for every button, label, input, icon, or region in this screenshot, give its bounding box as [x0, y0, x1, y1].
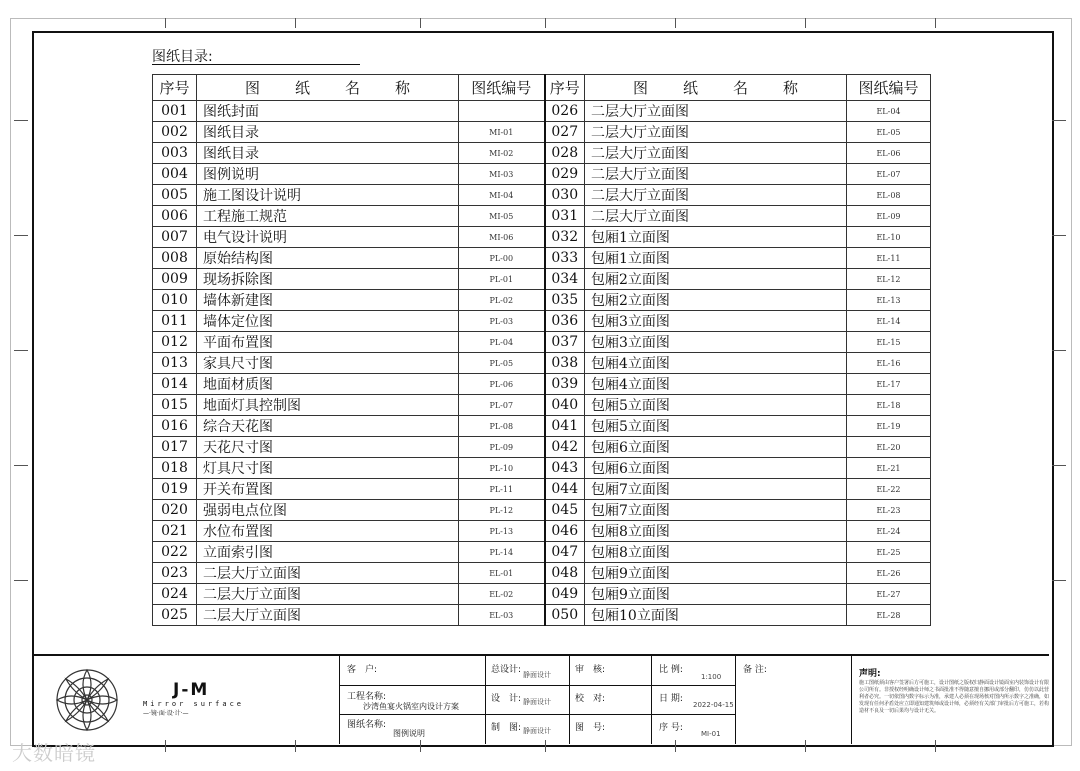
- row-seq: 031: [545, 206, 585, 227]
- row-code: MI-04: [459, 185, 545, 206]
- row-code: [459, 101, 545, 122]
- row-name: 包厢8立面图: [585, 521, 847, 542]
- project-value: 沙湾鱼宴火锅室内设计方案: [363, 702, 459, 711]
- sequence-value: MI-01: [701, 730, 721, 738]
- row-code: PL-11: [459, 479, 545, 500]
- chief-designer-label: 总设计:: [491, 665, 522, 675]
- scale-value: 1:100: [701, 673, 722, 681]
- row-name: 开关布置图: [197, 479, 459, 500]
- row-seq: 013: [153, 353, 197, 374]
- row-code: PL-08: [459, 416, 545, 437]
- row-code: MI-05: [459, 206, 545, 227]
- row-name: 包厢3立面图: [585, 332, 847, 353]
- date-label: 日 期:: [659, 694, 683, 704]
- row-name: 现场拆除图: [197, 269, 459, 290]
- row-seq: 029: [545, 164, 585, 185]
- row-code: PL-04: [459, 332, 545, 353]
- table-row: [153, 269, 931, 290]
- drawing-name-value: 图例说明: [393, 729, 425, 738]
- row-seq: 036: [545, 311, 585, 332]
- table-row: [153, 563, 931, 584]
- row-name: 包厢1立面图: [585, 248, 847, 269]
- row-name: 包厢7立面图: [585, 500, 847, 521]
- table-row: [153, 584, 931, 605]
- row-name: 二层大厅立面图: [197, 563, 459, 584]
- row-name: 图纸封面: [197, 101, 459, 122]
- row-seq: 004: [153, 164, 197, 185]
- row-name: 包厢2立面图: [585, 290, 847, 311]
- row-code: EL-03: [459, 605, 545, 626]
- row-seq: 026: [545, 101, 585, 122]
- drawing-index-table: [152, 74, 931, 626]
- row-code: EL-21: [847, 458, 931, 479]
- row-seq: 039: [545, 374, 585, 395]
- brand-logo: [143, 680, 244, 717]
- row-code: EL-26: [847, 563, 931, 584]
- row-code: EL-10: [847, 227, 931, 248]
- row-name: 包厢5立面图: [585, 395, 847, 416]
- row-name: 施工图设计说明: [197, 185, 459, 206]
- row-code: PL-02: [459, 290, 545, 311]
- row-seq: 011: [153, 311, 197, 332]
- watermark: 大数暗镜: [12, 741, 96, 765]
- row-name: 二层大厅立面图: [197, 605, 459, 626]
- table-row: [153, 479, 931, 500]
- row-name: 二层大厅立面图: [585, 143, 847, 164]
- row-name: 综合天花图: [197, 416, 459, 437]
- row-name: 包厢8立面图: [585, 542, 847, 563]
- row-seq: 043: [545, 458, 585, 479]
- row-code: EL-01: [459, 563, 545, 584]
- designer-value: 静面设计: [523, 698, 551, 706]
- row-name: 二层大厅立面图: [197, 584, 459, 605]
- row-code: EL-23: [847, 500, 931, 521]
- row-name: 墙体新建图: [197, 290, 459, 311]
- project-label: 工程名称:: [347, 692, 387, 702]
- row-seq: 035: [545, 290, 585, 311]
- row-code: MI-03: [459, 164, 545, 185]
- row-seq: 024: [153, 584, 197, 605]
- row-code: EL-12: [847, 269, 931, 290]
- mandala-logo-icon: [47, 664, 127, 736]
- table-row: [153, 437, 931, 458]
- sequence-label: 序 号:: [659, 723, 683, 733]
- row-seq: 012: [153, 332, 197, 353]
- row-code: PL-12: [459, 500, 545, 521]
- table-row: [153, 248, 931, 269]
- table-row: [153, 374, 931, 395]
- row-seq: 042: [545, 437, 585, 458]
- row-code: PL-00: [459, 248, 545, 269]
- brand-name: J-M: [173, 680, 210, 700]
- row-name: 原始结构图: [197, 248, 459, 269]
- row-seq: 019: [153, 479, 197, 500]
- row-seq: 049: [545, 584, 585, 605]
- row-code: EL-02: [459, 584, 545, 605]
- row-code: EL-11: [847, 248, 931, 269]
- row-name: 包厢9立面图: [585, 563, 847, 584]
- notes-label: 备 注:: [743, 665, 767, 675]
- row-code: EL-27: [847, 584, 931, 605]
- row-seq: 008: [153, 248, 197, 269]
- row-code: MI-02: [459, 143, 545, 164]
- row-code: EL-18: [847, 395, 931, 416]
- table-row: [153, 122, 931, 143]
- row-code: EL-24: [847, 521, 931, 542]
- header-seq: 序号: [545, 75, 585, 101]
- row-name: 强弱电点位图: [197, 500, 459, 521]
- row-seq: 016: [153, 416, 197, 437]
- row-seq: 027: [545, 122, 585, 143]
- table-header-row: [153, 75, 931, 101]
- table-row: [153, 395, 931, 416]
- drafter-label: 制 图:: [491, 723, 522, 733]
- row-seq: 021: [153, 521, 197, 542]
- row-seq: 018: [153, 458, 197, 479]
- table-row: [153, 206, 931, 227]
- row-seq: 022: [153, 542, 197, 563]
- row-name: 图纸目录: [197, 122, 459, 143]
- table-row: [153, 185, 931, 206]
- table-row: [153, 290, 931, 311]
- row-seq: 041: [545, 416, 585, 437]
- row-code: EL-07: [847, 164, 931, 185]
- page-title: 图纸目录:: [152, 46, 360, 65]
- row-name: 二层大厅立面图: [585, 164, 847, 185]
- header-code: 图纸编号: [847, 75, 931, 101]
- row-name: 立面索引图: [197, 542, 459, 563]
- row-code: MI-06: [459, 227, 545, 248]
- date-value: 2022-04-15: [693, 701, 734, 709]
- row-seq: 037: [545, 332, 585, 353]
- row-seq: 010: [153, 290, 197, 311]
- row-code: EL-20: [847, 437, 931, 458]
- row-code: PL-01: [459, 269, 545, 290]
- row-seq: 025: [153, 605, 197, 626]
- row-name: 图例说明: [197, 164, 459, 185]
- header-code: 图纸编号: [459, 75, 545, 101]
- row-seq: 048: [545, 563, 585, 584]
- row-name: 图纸目录: [197, 143, 459, 164]
- row-seq: 047: [545, 542, 585, 563]
- row-name: 二层大厅立面图: [585, 101, 847, 122]
- table-row: [153, 542, 931, 563]
- row-code: EL-09: [847, 206, 931, 227]
- declaration-title: 声明:: [859, 669, 881, 679]
- row-seq: 003: [153, 143, 197, 164]
- row-seq: 040: [545, 395, 585, 416]
- table-row: [153, 416, 931, 437]
- title-block: [33, 654, 1049, 744]
- row-code: PL-10: [459, 458, 545, 479]
- table-row: [153, 458, 931, 479]
- row-seq: 038: [545, 353, 585, 374]
- row-seq: 030: [545, 185, 585, 206]
- row-code: PL-09: [459, 437, 545, 458]
- scale-label: 比 例:: [659, 665, 683, 675]
- row-seq: 015: [153, 395, 197, 416]
- row-name: 二层大厅立面图: [585, 122, 847, 143]
- row-seq: 032: [545, 227, 585, 248]
- table-row: [153, 143, 931, 164]
- drawing-name-label: 图纸名称:: [347, 720, 387, 730]
- row-seq: 009: [153, 269, 197, 290]
- table-row: [153, 101, 931, 122]
- designer-label: 设 计:: [491, 694, 522, 704]
- row-name: 包厢6立面图: [585, 458, 847, 479]
- row-name: 包厢1立面图: [585, 227, 847, 248]
- row-seq: 033: [545, 248, 585, 269]
- chief-designer-value: 静面设计: [523, 671, 551, 679]
- table-row: [153, 227, 931, 248]
- row-code: PL-13: [459, 521, 545, 542]
- row-name: 电气设计说明: [197, 227, 459, 248]
- row-code: EL-19: [847, 416, 931, 437]
- row-code: EL-15: [847, 332, 931, 353]
- row-seq: 044: [545, 479, 585, 500]
- row-name: 包厢2立面图: [585, 269, 847, 290]
- row-name: 地面灯具控制图: [197, 395, 459, 416]
- row-code: EL-17: [847, 374, 931, 395]
- row-seq: 005: [153, 185, 197, 206]
- row-name: 包厢5立面图: [585, 416, 847, 437]
- declaration-body: 施工图纸须由客户签署后方可施工，设计图纸之版权归静面设计镜面室内装饰设计有限公司所有。非授权经明确设计师之书面批准不得随意擅自挪用或部分翻印，仿仿以此营利者必究。一切依图内数字标示为准，承建人必须在现场核对图内所示数字之准确，如发现有任何矛盾处应立即通知建筑师或设计师，必须经有关部门审批后方可施工，若构造材不良及一切后果均与设计无关。: [859, 680, 1050, 714]
- brand-subtitle: Mirror surface: [143, 700, 245, 708]
- row-name: 包厢4立面图: [585, 374, 847, 395]
- table-row: [153, 164, 931, 185]
- row-name: 包厢7立面图: [585, 479, 847, 500]
- review-label: 审 核:: [575, 665, 606, 675]
- brand-tagline: —·镜·面·设·计·—: [143, 710, 189, 717]
- row-seq: 046: [545, 521, 585, 542]
- row-code: EL-28: [847, 605, 931, 626]
- table-row: [153, 521, 931, 542]
- row-name: 灯具尺寸图: [197, 458, 459, 479]
- row-seq: 001: [153, 101, 197, 122]
- header-name: 图 纸 名 称: [585, 75, 847, 101]
- row-name: 二层大厅立面图: [585, 185, 847, 206]
- row-name: 地面材质图: [197, 374, 459, 395]
- row-seq: 034: [545, 269, 585, 290]
- row-seq: 002: [153, 122, 197, 143]
- drafter-value: 静面设计: [523, 727, 551, 735]
- table-row: [153, 500, 931, 521]
- row-code: EL-06: [847, 143, 931, 164]
- row-name: 包厢3立面图: [585, 311, 847, 332]
- row-seq: 023: [153, 563, 197, 584]
- row-name: 包厢4立面图: [585, 353, 847, 374]
- row-seq: 020: [153, 500, 197, 521]
- row-name: 包厢10立面图: [585, 605, 847, 626]
- row-code: MI-01: [459, 122, 545, 143]
- row-code: EL-14: [847, 311, 931, 332]
- row-name: 家具尺寸图: [197, 353, 459, 374]
- row-seq: 045: [545, 500, 585, 521]
- row-name: 二层大厅立面图: [585, 206, 847, 227]
- row-code: PL-07: [459, 395, 545, 416]
- row-name: 包厢6立面图: [585, 437, 847, 458]
- row-seq: 006: [153, 206, 197, 227]
- row-name: 平面布置图: [197, 332, 459, 353]
- row-seq: 014: [153, 374, 197, 395]
- row-code: EL-13: [847, 290, 931, 311]
- table-row: [153, 332, 931, 353]
- row-seq: 050: [545, 605, 585, 626]
- row-seq: 007: [153, 227, 197, 248]
- row-code: PL-05: [459, 353, 545, 374]
- row-name: 水位布置图: [197, 521, 459, 542]
- table-row: [153, 353, 931, 374]
- row-seq: 028: [545, 143, 585, 164]
- row-name: 包厢9立面图: [585, 584, 847, 605]
- row-name: 天花尺寸图: [197, 437, 459, 458]
- proof-label: 校 对:: [575, 694, 606, 704]
- row-name: 工程施工规范: [197, 206, 459, 227]
- row-code: PL-06: [459, 374, 545, 395]
- client-label: 客 户:: [347, 665, 378, 675]
- row-seq: 017: [153, 437, 197, 458]
- row-code: PL-14: [459, 542, 545, 563]
- row-code: PL-03: [459, 311, 545, 332]
- row-code: EL-08: [847, 185, 931, 206]
- header-name: 图 纸 名 称: [197, 75, 459, 101]
- table-row: [153, 605, 931, 626]
- drawing-number-label: 图 号:: [575, 723, 606, 733]
- row-code: EL-25: [847, 542, 931, 563]
- row-code: EL-16: [847, 353, 931, 374]
- row-code: EL-04: [847, 101, 931, 122]
- header-seq: 序号: [153, 75, 197, 101]
- row-code: EL-05: [847, 122, 931, 143]
- table-row: [153, 311, 931, 332]
- row-code: EL-22: [847, 479, 931, 500]
- row-name: 墙体定位图: [197, 311, 459, 332]
